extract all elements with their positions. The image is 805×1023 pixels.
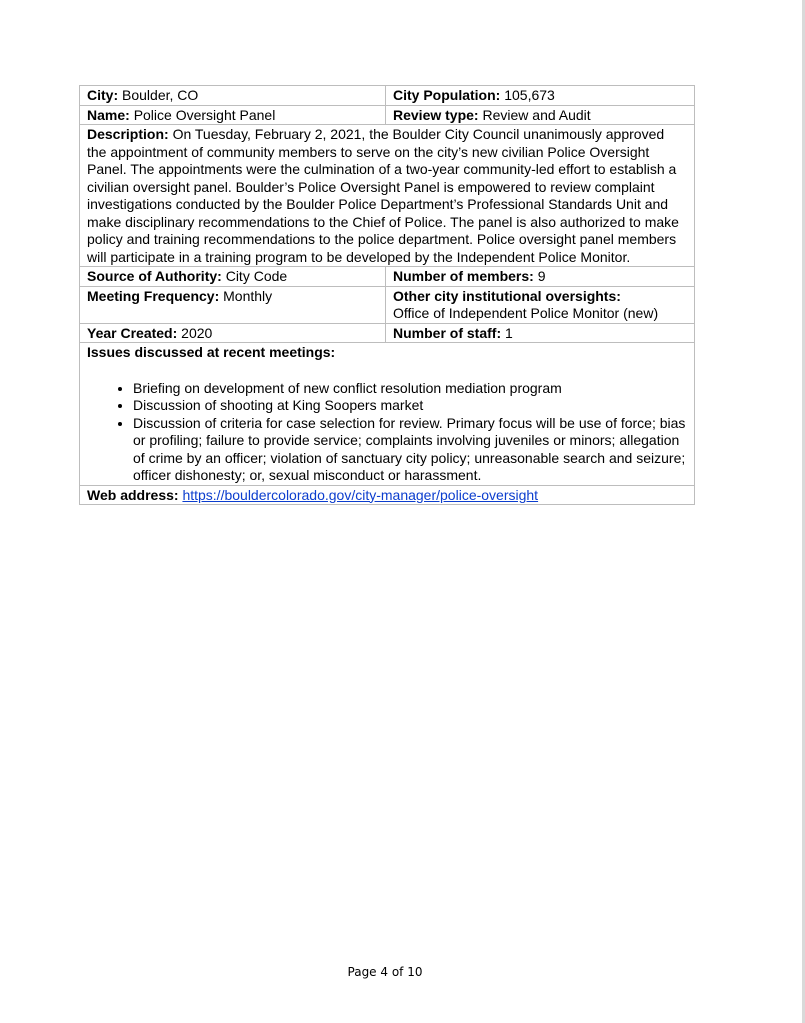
page-number: Page 4 of 10 [347, 965, 423, 979]
source-cell [80, 267, 386, 287]
city-value: Boulder, CO [122, 87, 199, 103]
issues-list [87, 380, 687, 485]
list-item: • Discussion of criteria for case selection for review. Primary focus will be use of force; bias or profiling; failure to provide service; complaints involving juveniles or minors; allegation of crime by an officer; violation of sanctuary city policy; unreasonable search and seizure; officer dishonesty; or, sexual misconduct or harassment. [133, 415, 687, 485]
frequency-value: Monthly [223, 287, 273, 304]
population-label: City Population: [393, 87, 501, 103]
members-label: Number of members: [393, 268, 534, 284]
review-type-label: Review type: [393, 106, 479, 123]
description-cell [80, 125, 695, 267]
table-row [80, 343, 695, 486]
year-created-cell [80, 323, 386, 343]
table-row [80, 286, 695, 323]
list-item: • Briefing on development of new conflict resolution mediation program [133, 380, 687, 398]
name-value: Police Oversight Panel [133, 106, 276, 123]
panel-info-table [79, 85, 695, 505]
population-cell [386, 86, 695, 106]
members-value: 9 [537, 268, 546, 284]
table-row [80, 323, 695, 343]
frequency-cell [80, 286, 386, 323]
population-value: 105,673 [504, 87, 555, 103]
other-oversights-value: Office of Independent Police Monitor (new) [393, 305, 659, 321]
description-label: Description: [87, 126, 169, 142]
staff-label: Number of staff: [393, 324, 502, 341]
source-label: Source of Authority: [87, 268, 222, 284]
name-cell [80, 105, 386, 125]
table-row [80, 105, 695, 125]
source-value: City Code [225, 268, 288, 284]
web-address-cell [80, 485, 695, 505]
name-label: Name: [87, 106, 130, 123]
web-address-link[interactable]: https://bouldercolorado.gov/city-manager/police-oversight [182, 486, 539, 503]
list-item: • Discussion of shooting at King Soopers market [133, 397, 687, 415]
web-address-label: Web address: [87, 486, 179, 503]
staff-value: 1 [505, 324, 513, 341]
description-value: On Tuesday, February 2, 2021, the Boulder City Council unanimously approved the appointment of community members to serve on the city’s new civilian Police Oversight Panel. The appointments were the culmination of a two-year community-led effort to establish a civilian oversight panel. Boulder’s Police Oversight Panel is empowered to review complaint investigations conducted by the Boulder Police Department’s Professional Standards Unit and make disciplinary recommendations to the Chief of Police. The panel is also authorized to make policy and training recommendations to the police department. Police oversight panel members will participate in a training program to be developed by the Independent Police Monitor. [87, 126, 679, 265]
year-created-label: Year Created: [87, 324, 178, 341]
table-row [80, 125, 695, 267]
city-cell [80, 86, 386, 106]
review-type-value: Review and Audit [482, 106, 591, 123]
table-row [80, 267, 695, 287]
issues-cell [80, 343, 695, 486]
city-label: City: [87, 87, 119, 103]
other-oversights-label: Other city institutional oversights: [393, 287, 621, 304]
review-type-cell [386, 105, 695, 125]
table-row [80, 86, 695, 106]
table-row [80, 485, 695, 505]
year-created-value: 2020 [181, 324, 213, 341]
staff-cell [386, 323, 695, 343]
other-oversights-cell [386, 286, 695, 323]
members-cell [386, 267, 695, 287]
issues-label: Issues discussed at recent meetings: [87, 344, 336, 360]
frequency-label: Meeting Frequency: [87, 287, 220, 304]
